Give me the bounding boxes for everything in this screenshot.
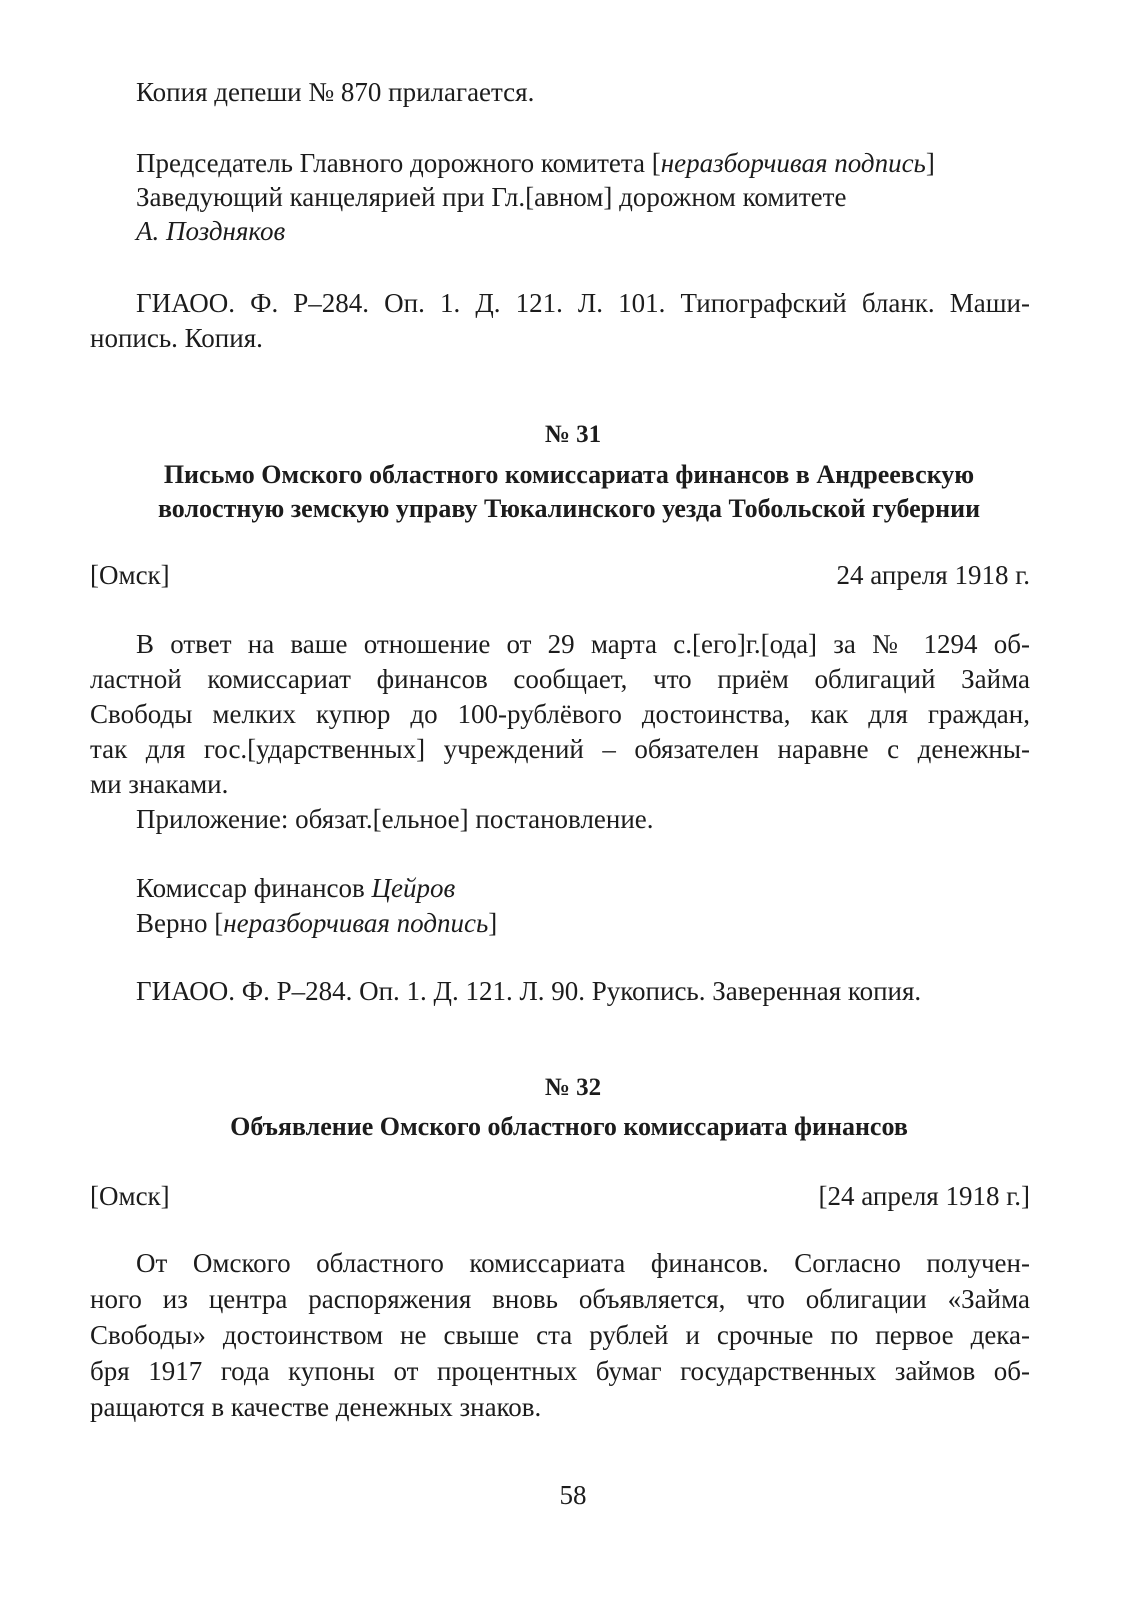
source-reference-31: ГИАОО. Ф. Р–284. Оп. 1. Д. 121. Л. 90. Рукопись. Заверенная копия. bbox=[136, 976, 922, 1006]
body-32-line2: ного из центра распоряжения вновь объявляется, что облигации «Займа bbox=[90, 1284, 1030, 1314]
place-date-row-32 bbox=[90, 1178, 1030, 1214]
document-number-32: № 32 bbox=[544, 1074, 602, 1101]
chairman-signature: неразборчивая подпись bbox=[660, 148, 926, 178]
body-32-line4: бря 1917 года купоны от процентных бумаг государственных займов об- bbox=[90, 1356, 1030, 1386]
document-title-32: Объявление Омского областного комиссариата финансов bbox=[230, 1112, 908, 1141]
chairman-line: Председатель Главного дорожного комитета [неразборчивая подпись] bbox=[136, 148, 935, 178]
body-32-line3: Свободы» достоинством не свыше ста рублей и срочные по первое дека- bbox=[90, 1320, 1030, 1350]
office-head-name: А. Поздняков bbox=[136, 216, 286, 246]
date-31: 24 апреля 1918 г. bbox=[836, 560, 1030, 590]
body-31-line2: ластной комиссариат финансов сообщает, что приём облигаций Займа bbox=[90, 664, 1030, 694]
body-31-line4: так для гос.[ударственных] учреждений – обязателен наравне с денежны- bbox=[90, 734, 1030, 764]
attachment-note: Копия депеши № 870 прилагается. bbox=[136, 77, 535, 107]
place-date-row-31 bbox=[90, 557, 1030, 593]
body-31-line5: ми знаками. bbox=[90, 769, 229, 799]
body-31-line3: Свободы мелких купюр до 100-рублёвого достоинства, как для граждан, bbox=[90, 699, 1030, 729]
body-31-line1: В ответ на ваше отношение от 29 марта с.[его]г.[ода] за № 1294 об- bbox=[136, 629, 1030, 659]
document-title-31-line1: Письмо Омского областного комиссариата финансов в Андреевскую bbox=[163, 460, 975, 489]
place-31: [Омск] bbox=[90, 560, 170, 590]
page-number: 58 bbox=[559, 1480, 587, 1510]
commissar-line: Комиссар финансов Цейров bbox=[136, 873, 456, 903]
body-32-line1: От Омского областного комиссариата финансов. Согласно получен- bbox=[136, 1248, 1030, 1278]
body-32-line5: ращаются в качестве денежных знаков. bbox=[90, 1392, 542, 1422]
date-32: [24 апреля 1918 г.] bbox=[818, 1181, 1030, 1211]
verified-signature: неразборчивая подпись bbox=[223, 908, 489, 938]
office-head-line: Заведующий канцелярией при Гл.[авном] дорожном комитете bbox=[136, 182, 847, 212]
document-number-31: № 31 bbox=[544, 421, 602, 448]
source-reference-1-cont: нопись. Копия. bbox=[90, 323, 263, 353]
verified-line: Верно [неразборчивая подпись] bbox=[136, 908, 498, 938]
place-32: [Омск] bbox=[90, 1181, 170, 1211]
appendix-31: Приложение: обязат.[ельное] постановление. bbox=[136, 804, 654, 834]
source-reference-1: ГИАОО. Ф. Р–284. Оп. 1. Д. 121. Л. 101. Типографский бланк. Маши- bbox=[136, 288, 1030, 318]
document-title-31-line2: волостную земскую управу Тюкалинского уезда Тобольской губернии bbox=[157, 494, 981, 523]
commissar-name: Цейров bbox=[371, 873, 456, 903]
